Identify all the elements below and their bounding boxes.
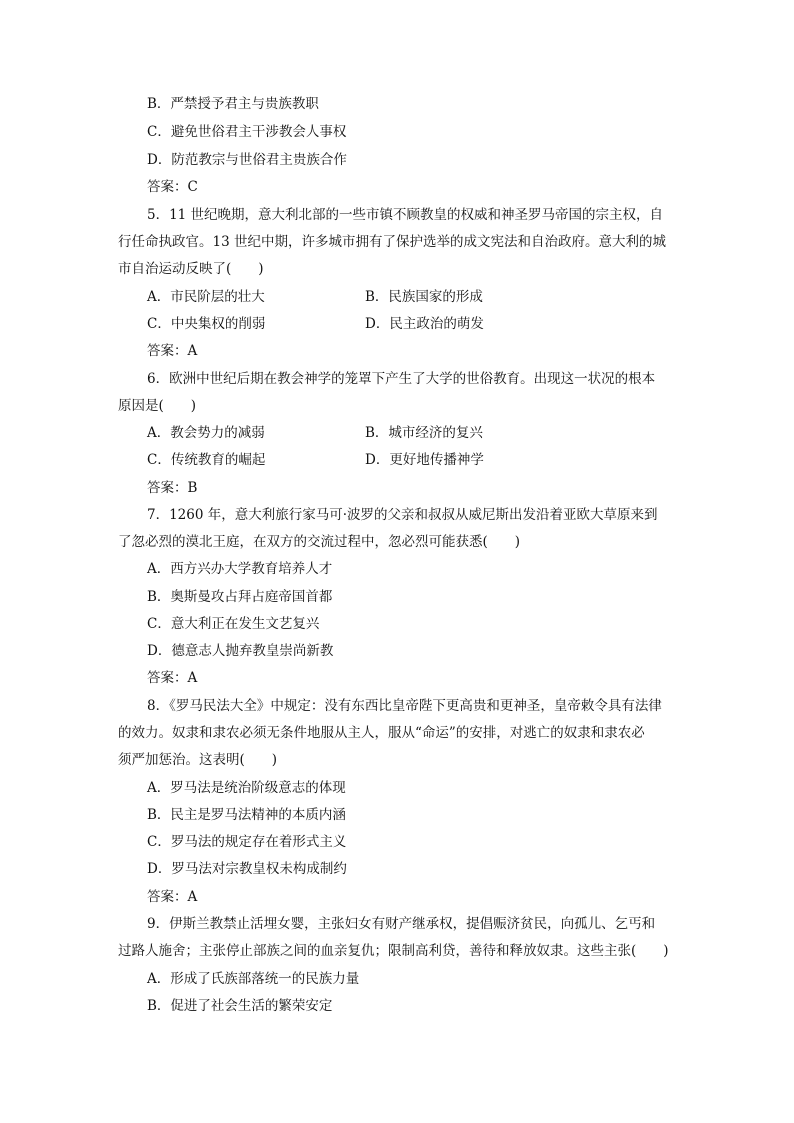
q6-stem-line-2: 原因是( ) bbox=[118, 398, 197, 414]
q6-option-c: C．传统教育的崛起 bbox=[147, 452, 266, 468]
q7-answer: 答案：A bbox=[147, 670, 198, 686]
q6-option-a: A．教会势力的减弱 bbox=[147, 425, 265, 441]
q5-option-a: A．市民阶层的壮大 bbox=[147, 289, 265, 305]
q7-stem-line-2: 了忽必烈的漠北王庭，在双方的交流过程中，忽必烈可能获悉( ) bbox=[118, 534, 521, 550]
q8-option-a: A．罗马法是统治阶级意志的体现 bbox=[147, 780, 346, 796]
q5-stem-line-2: 行任命执政官。13 世纪中期，许多城市拥有了保护选举的成文宪法和自治政府。意大利的城 bbox=[118, 234, 666, 250]
q7-option-d: D．德意志人抛弃教皇崇尚新教 bbox=[147, 643, 334, 659]
q8-stem-line-3: 须严加惩治。这表明( ) bbox=[118, 752, 278, 768]
q5-answer: 答案：A bbox=[147, 343, 198, 359]
q5-option-c: C．中央集权的削弱 bbox=[147, 316, 266, 332]
q7-option-b: B．奥斯曼攻占拜占庭帝国首都 bbox=[147, 589, 333, 605]
q8-option-d: D．罗马法对宗教皇权未构成制约 bbox=[147, 861, 347, 877]
q9-stem-line-2: 过路人施舍；主张停止部族之间的血亲复仇；限制高利贷，善待和释放奴隶。这些主张( ) bbox=[118, 943, 669, 959]
q4-answer: 答案：C bbox=[147, 179, 198, 195]
q7-option-a: A．西方兴办大学教育培养人才 bbox=[147, 561, 333, 577]
q7-option-c: C．意大利正在发生文艺复兴 bbox=[147, 616, 320, 632]
q5-option-b: B．民族国家的形成 bbox=[365, 289, 483, 305]
q9-stem-line-1: 9．伊斯兰教禁止活埋女婴，主张妇女有财产继承权，提倡赈济贫民，向孤儿、乞丐和 bbox=[147, 916, 656, 932]
q6-option-d: D．更好地传播神学 bbox=[365, 452, 484, 468]
q5-stem-line-3: 市自治运动反映了( ) bbox=[118, 261, 264, 277]
q8-option-b: B．民主是罗马法精神的本质内涵 bbox=[147, 807, 346, 823]
q6-option-b: B．城市经济的复兴 bbox=[365, 425, 483, 441]
q4-option-c: C．避免世俗君主干涉教会人事权 bbox=[147, 124, 347, 140]
q8-option-c: C．罗马法的规定存在着形式主义 bbox=[147, 834, 347, 850]
q9-option-a: A．形成了氏族部落统一的民族力量 bbox=[147, 971, 360, 987]
q8-stem-line-1: 8．《罗马民法大全》中规定：没有东西比皇帝陛下更高贵和更神圣，皇帝敕令具有法律 bbox=[147, 698, 662, 714]
q6-answer: 答案：B bbox=[147, 480, 198, 496]
q7-stem-line-1: 7．1260 年，意大利旅行家马可·波罗的父亲和叔叔从威尼斯出发沿着亚欧大草原来到 bbox=[147, 507, 658, 523]
q4-option-b: B．严禁授予君主与贵族教职 bbox=[147, 96, 319, 112]
q4-option-d: D．防范教宗与世俗君主贵族合作 bbox=[147, 152, 347, 168]
q5-stem-line-1: 5．11 世纪晚期，意大利北部的一些市镇不顾教皇的权威和神圣罗马帝国的宗主权，自 bbox=[147, 207, 664, 223]
q6-stem-line-1: 6．欧洲中世纪后期在教会神学的笼罩下产生了大学的世俗教育。出现这一状况的根本 bbox=[147, 371, 656, 387]
q9-option-b: B．促进了社会生活的繁荣安定 bbox=[147, 998, 333, 1014]
q8-stem-line-2: 的效力。奴隶和隶农必须无条件地服从主人，服从“命运”的安排，对逃亡的奴隶和隶农必 bbox=[118, 725, 645, 741]
q5-option-d: D．民主政治的萌发 bbox=[365, 316, 484, 332]
q8-answer: 答案：A bbox=[147, 889, 198, 905]
